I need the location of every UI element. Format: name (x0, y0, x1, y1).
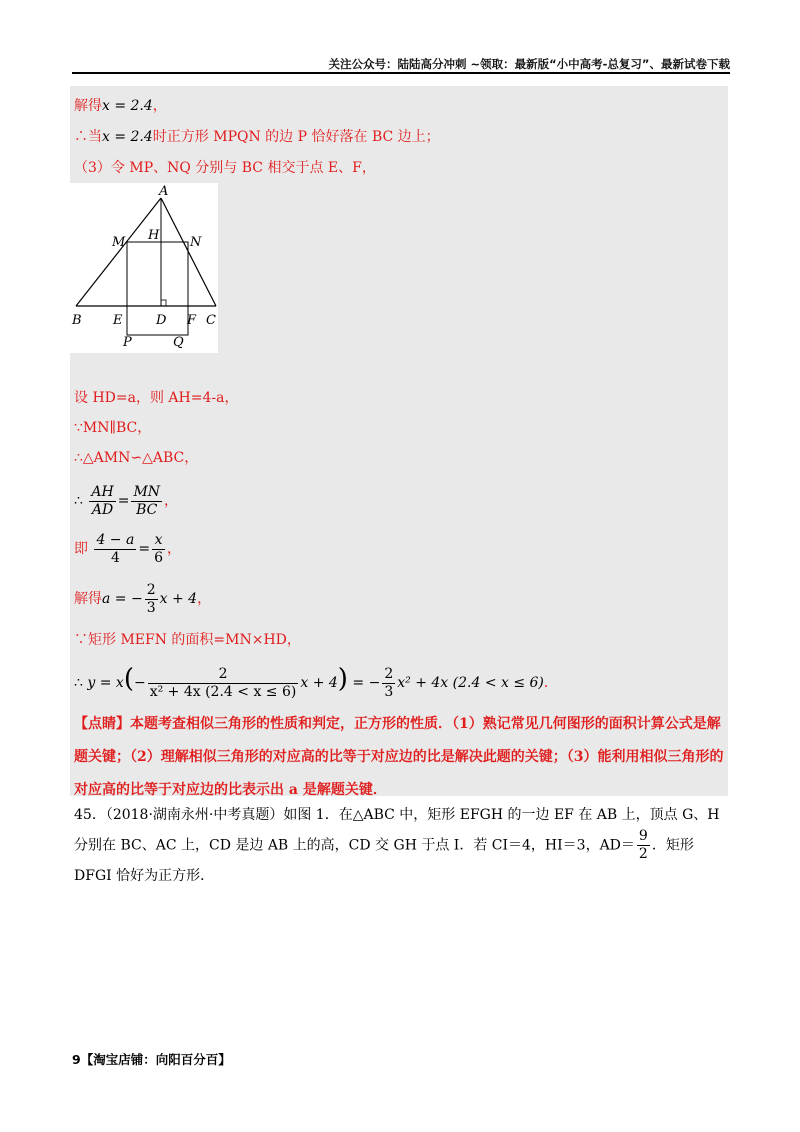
solution-line-2 (74, 127, 440, 147)
numerator: MN (133, 483, 161, 500)
page-footer: 9【淘宝店铺：向阳百分百】 (72, 1052, 231, 1067)
numerator: 2 (146, 581, 156, 598)
equation: x = 2.4 (102, 129, 153, 145)
page-header: 关注公众号：陆陆高分冲刺 ~领取：最新版“小中高考-总复习”、最新试卷下载 (328, 57, 730, 71)
numerator: AH (91, 483, 114, 500)
solution-line-10: ∵矩形 MEFN 的面积=MN×HD， (74, 632, 301, 648)
numerator: 4 − a (96, 531, 135, 548)
label-a: A (159, 184, 169, 199)
label-d: D (156, 313, 167, 328)
label-e: E (113, 313, 123, 328)
solution-line-11: ∴ y = x(− $\frac{2}{\text{x² + 4x (2.4 < x ≤ 6)}}$ x + 4) = − $\frac{2}{3}$ x² + 4x (2.4 < x ≤ 6)． (74, 664, 558, 700)
equation-part: x + 4 (300, 675, 338, 691)
denominator: AD (91, 501, 114, 518)
solution-line-8: 即 $\frac{4 - a}{4}$ = $\frac{x}{6}$ ， (74, 531, 181, 566)
text: 时正方形 MPQN 的边 P 恰好落在 BC 边上； (152, 129, 440, 145)
numerator: 2 (148, 666, 299, 684)
numerator: 2 (384, 665, 394, 682)
text: ， (152, 98, 167, 114)
label-q: Q (173, 335, 184, 350)
key-point-comment: 【点睛】本题考查相似三角形的性质和判定，正方形的性质．（1）熟记常见几何图形的面积计算公式是解题关键；（2）理解相似三角形的对应高的比等于对应边的比是解决此题的关键；（3）能利用相似三角形的对应高的比等于对应边的比表示出 a 是解题关键． (74, 716, 724, 798)
denominator: 6 (154, 549, 163, 566)
denominator: 3 (384, 683, 394, 700)
solution-line-5: ∵MN∥BC， (74, 420, 152, 436)
side-ab (76, 198, 161, 306)
denominator: x² + 4x (2.4 < x ≤ 6) (149, 683, 297, 700)
equation-part: = − (352, 675, 381, 691)
label-p: P (123, 335, 132, 350)
label-n: N (190, 235, 202, 250)
fraction (152, 532, 165, 567)
label-c: C (206, 313, 216, 328)
geometry-figure (70, 183, 218, 353)
solution-line-6: ∴△AMN∽△ABC， (74, 450, 199, 466)
equation-part: y = x (87, 675, 124, 691)
solution-line-1 (74, 96, 167, 116)
numerator: x (152, 532, 165, 550)
therefore-symbol: ∴ (74, 493, 83, 509)
therefore-symbol: ∴ (74, 675, 83, 691)
denominator: 2 (638, 846, 648, 862)
numerator: 9 (638, 828, 648, 844)
question-tail: ．矩形 DFGI 恰好为正方形． (74, 837, 694, 884)
equation-part: x² + 4x (2.4 < x ≤ 6) (397, 675, 544, 691)
denominator: BC (136, 501, 158, 518)
equation-lhs: a = − (102, 591, 143, 607)
label-m: M (112, 235, 126, 250)
question-text: 45．（2018·湖南永州·中考真题）如图 1．在△ABC 中，矩形 EFGH 的一边 EF 在 AB 上，顶点 G、H 分别在 BC、AC 上，CD 是边 AB 上的高，CD 交 GH 于点 I．若 CI＝4，HI＝3，AD＝ (74, 807, 720, 854)
solution-line-3: （3）令 MP、NQ 分别与 BC 相交于点 E、F， (74, 160, 376, 176)
solution-line-9: 解得a = − $\frac{2}{3}$ x + 4， (74, 581, 212, 616)
label-b: B (72, 313, 82, 328)
text: 解得 (74, 98, 102, 114)
fraction (382, 666, 395, 701)
fraction (94, 532, 136, 567)
triangle-square-diagram (70, 183, 218, 353)
fraction (131, 484, 162, 519)
header-rule (72, 72, 730, 74)
text: 即 (74, 541, 88, 557)
denominator: 3 (146, 599, 156, 616)
question-45 (74, 802, 728, 889)
fraction (145, 582, 158, 617)
fraction (637, 828, 650, 863)
text: ∴当 (74, 129, 102, 145)
right-angle-mark (161, 300, 166, 306)
denominator: 4 (110, 549, 120, 566)
equation: x = 2.4 (102, 98, 153, 114)
solution-line-4: 设 HD=a，则 AH=4-a， (74, 390, 239, 406)
fraction (148, 666, 299, 701)
fraction (89, 484, 115, 519)
solution-line-7: ∴ $\frac{AH}{AD}$ = $\frac{MN}{BC}$ ， (74, 483, 179, 518)
label-f: F (187, 313, 197, 328)
text: 解得 (74, 591, 102, 607)
equation-rhs: x + 4 (159, 591, 198, 607)
label-h: H (148, 228, 160, 243)
